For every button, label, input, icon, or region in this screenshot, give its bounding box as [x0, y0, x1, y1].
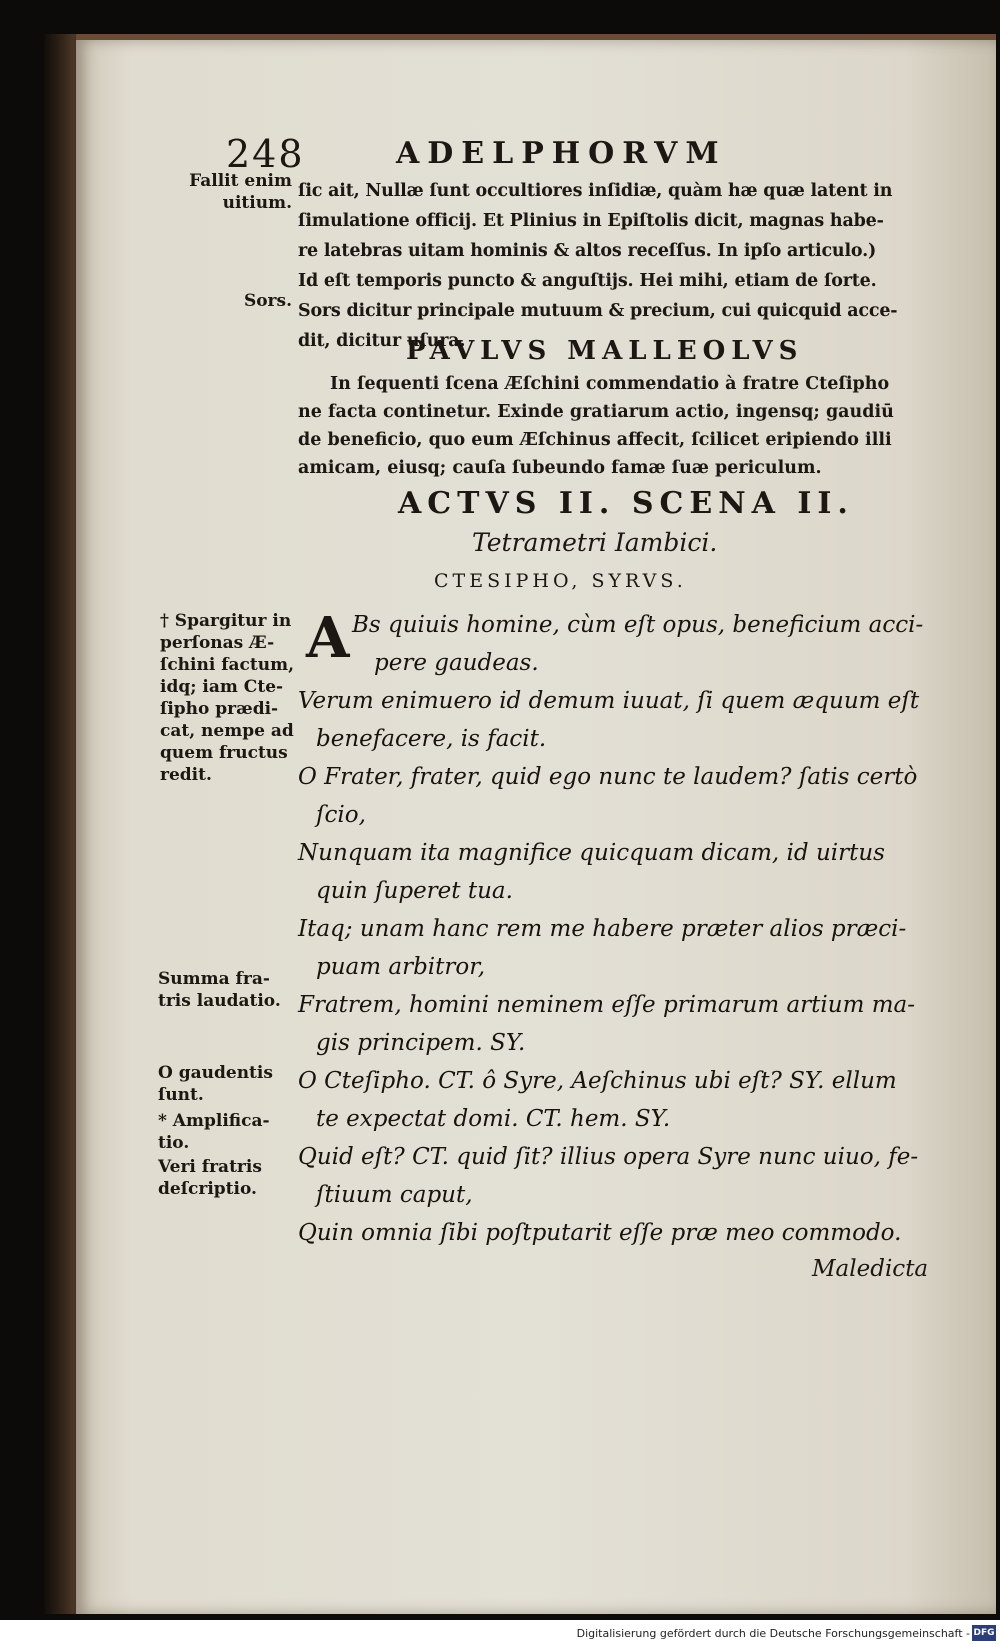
- margin-note-line: O gaudentis: [158, 1063, 273, 1083]
- verse-line: ſtiuum caput,: [316, 1182, 473, 1208]
- verse-line: Verum enimuero id demum iuuat, ſi quem æquum eſt: [298, 688, 920, 714]
- argument-line: In ſequenti ſcena Æſchini commendatio à fratre Cteſipho: [330, 374, 890, 394]
- running-title: ADELPHORVM: [396, 136, 727, 171]
- margin-note-line: Fallit enim: [189, 171, 292, 191]
- digitization-footer: [0, 1620, 1000, 1648]
- drop-capital: A: [306, 605, 350, 671]
- page-number: 248: [226, 132, 305, 176]
- meter-heading: Tetrametri Iambici.: [472, 528, 718, 557]
- verse-line: Bs quiuis homine, cùm eſt opus, beneficium acci-: [352, 612, 924, 638]
- verse-line: O Cteſipho. CT. ô Syre, Aeſchinus ubi eſt? SY. ellum: [298, 1068, 897, 1094]
- dfg-logo-icon: DFG: [972, 1625, 996, 1641]
- margin-note-fallit: [174, 170, 292, 214]
- margin-note-line: ſipho prædi-: [160, 699, 279, 719]
- verse-line: benefacere, is facit.: [316, 726, 547, 752]
- margin-note-line: cat, nempe ad: [160, 721, 294, 741]
- margin-note-line: redit.: [160, 765, 212, 785]
- verse-line: te expectat domi. CT. hem. SY.: [316, 1106, 671, 1132]
- margin-note-summa: [158, 968, 298, 1012]
- margin-note-line: deſcriptio.: [158, 1179, 257, 1199]
- digitization-credit: Digitalisierung gefördert durch die Deutsche Forschungsgemeinschaft -: [576, 1627, 970, 1640]
- verse-block: [298, 606, 958, 1252]
- book-page: [76, 34, 996, 1614]
- commentary-block: [298, 176, 948, 356]
- margin-note-line: tio.: [158, 1133, 190, 1153]
- verse-line: pere gaudeas.: [374, 650, 539, 676]
- margin-note-amplificatio: [158, 1110, 298, 1154]
- commentary-line: Sors dicitur principale mutuum & precium, cui quicquid acce-: [298, 301, 898, 321]
- margin-note-line: tris laudatio.: [158, 991, 281, 1011]
- catchword: Maledicta: [812, 1256, 929, 1282]
- margin-note-line: perſonas Æ-: [160, 633, 275, 653]
- margin-note-sors: [206, 290, 292, 312]
- margin-note-line: Summa fra-: [158, 969, 270, 989]
- margin-note-line: Sors.: [243, 291, 292, 311]
- verse-line: Nunquam ita magnifice quicquam dicam, id uirtus: [298, 840, 885, 866]
- margin-note-line: † Spargitur in: [160, 611, 292, 631]
- verse-line: O Frater, frater, quid ego nunc te laudem? ſatis certò: [298, 764, 918, 790]
- margin-note-gaudentis: [158, 1062, 298, 1106]
- argument-line: amicam, eiusq; cauſa ſubeundo famæ ſuæ periculum.: [298, 458, 822, 478]
- commentary-line: dit, dicitur uſura.: [298, 331, 466, 351]
- speakers-heading: CTESIPHO, SYRVS.: [434, 570, 687, 592]
- verse-line: quin ſuperet tua.: [316, 878, 513, 904]
- margin-note-line: idq; iam Cte-: [160, 677, 284, 697]
- author-heading: PAVLVS MALLEOLVS: [406, 336, 804, 366]
- verse-line: puam arbitror,: [316, 954, 486, 980]
- verse-line: gis principem. SY.: [316, 1030, 526, 1056]
- verse-line: Quid eſt? CT. quid ſit? illius opera Syre nunc uiuo, fe-: [298, 1144, 919, 1170]
- commentary-line: ſic ait, Nullæ ſunt occultiores inſidiæ, quàm hæ quæ latent in: [298, 181, 893, 201]
- commentary-line: re latebras uitam hominis & altos receſſus. In ipſo articulo.): [298, 241, 877, 261]
- argument-block: [298, 370, 948, 482]
- commentary-line: Id eſt temporis puncto & anguſtijs. Hei mihi, etiam de ſorte.: [298, 271, 877, 291]
- margin-note-line: ſunt.: [158, 1085, 204, 1105]
- verse-line: Quin omnia ſibi poſtputarit eſſe præ meo commodo.: [298, 1220, 902, 1246]
- act-scene-heading: ACTVS II. SCENA II.: [398, 486, 854, 521]
- argument-line: ne facta continetur. Exinde gratiarum actio, ingensq; gaudiū: [298, 402, 894, 422]
- margin-note-veri: [158, 1156, 298, 1200]
- margin-note-line: * Amplifica-: [158, 1111, 270, 1131]
- commentary-line: ſimulatione officij. Et Plinius in Epiſtolis dicit, magnas habe-: [298, 211, 884, 231]
- margin-note-line: ſchini factum,: [160, 655, 295, 675]
- argument-line: de beneficio, quo eum Æſchinus affecit, ſcilicet eripiendo illi: [298, 430, 892, 450]
- margin-note-line: quem fructus: [160, 743, 288, 763]
- margin-note-spargitur: [160, 610, 300, 786]
- verse-line: ſcio,: [316, 802, 366, 828]
- margin-note-line: uitium.: [222, 193, 292, 213]
- verse-line: Fratrem, homini neminem eſſe primarum artium ma-: [298, 992, 916, 1018]
- margin-note-line: Veri fratris: [158, 1157, 262, 1177]
- verse-line: Itaq; unam hanc rem me habere præter alios præci-: [298, 916, 907, 942]
